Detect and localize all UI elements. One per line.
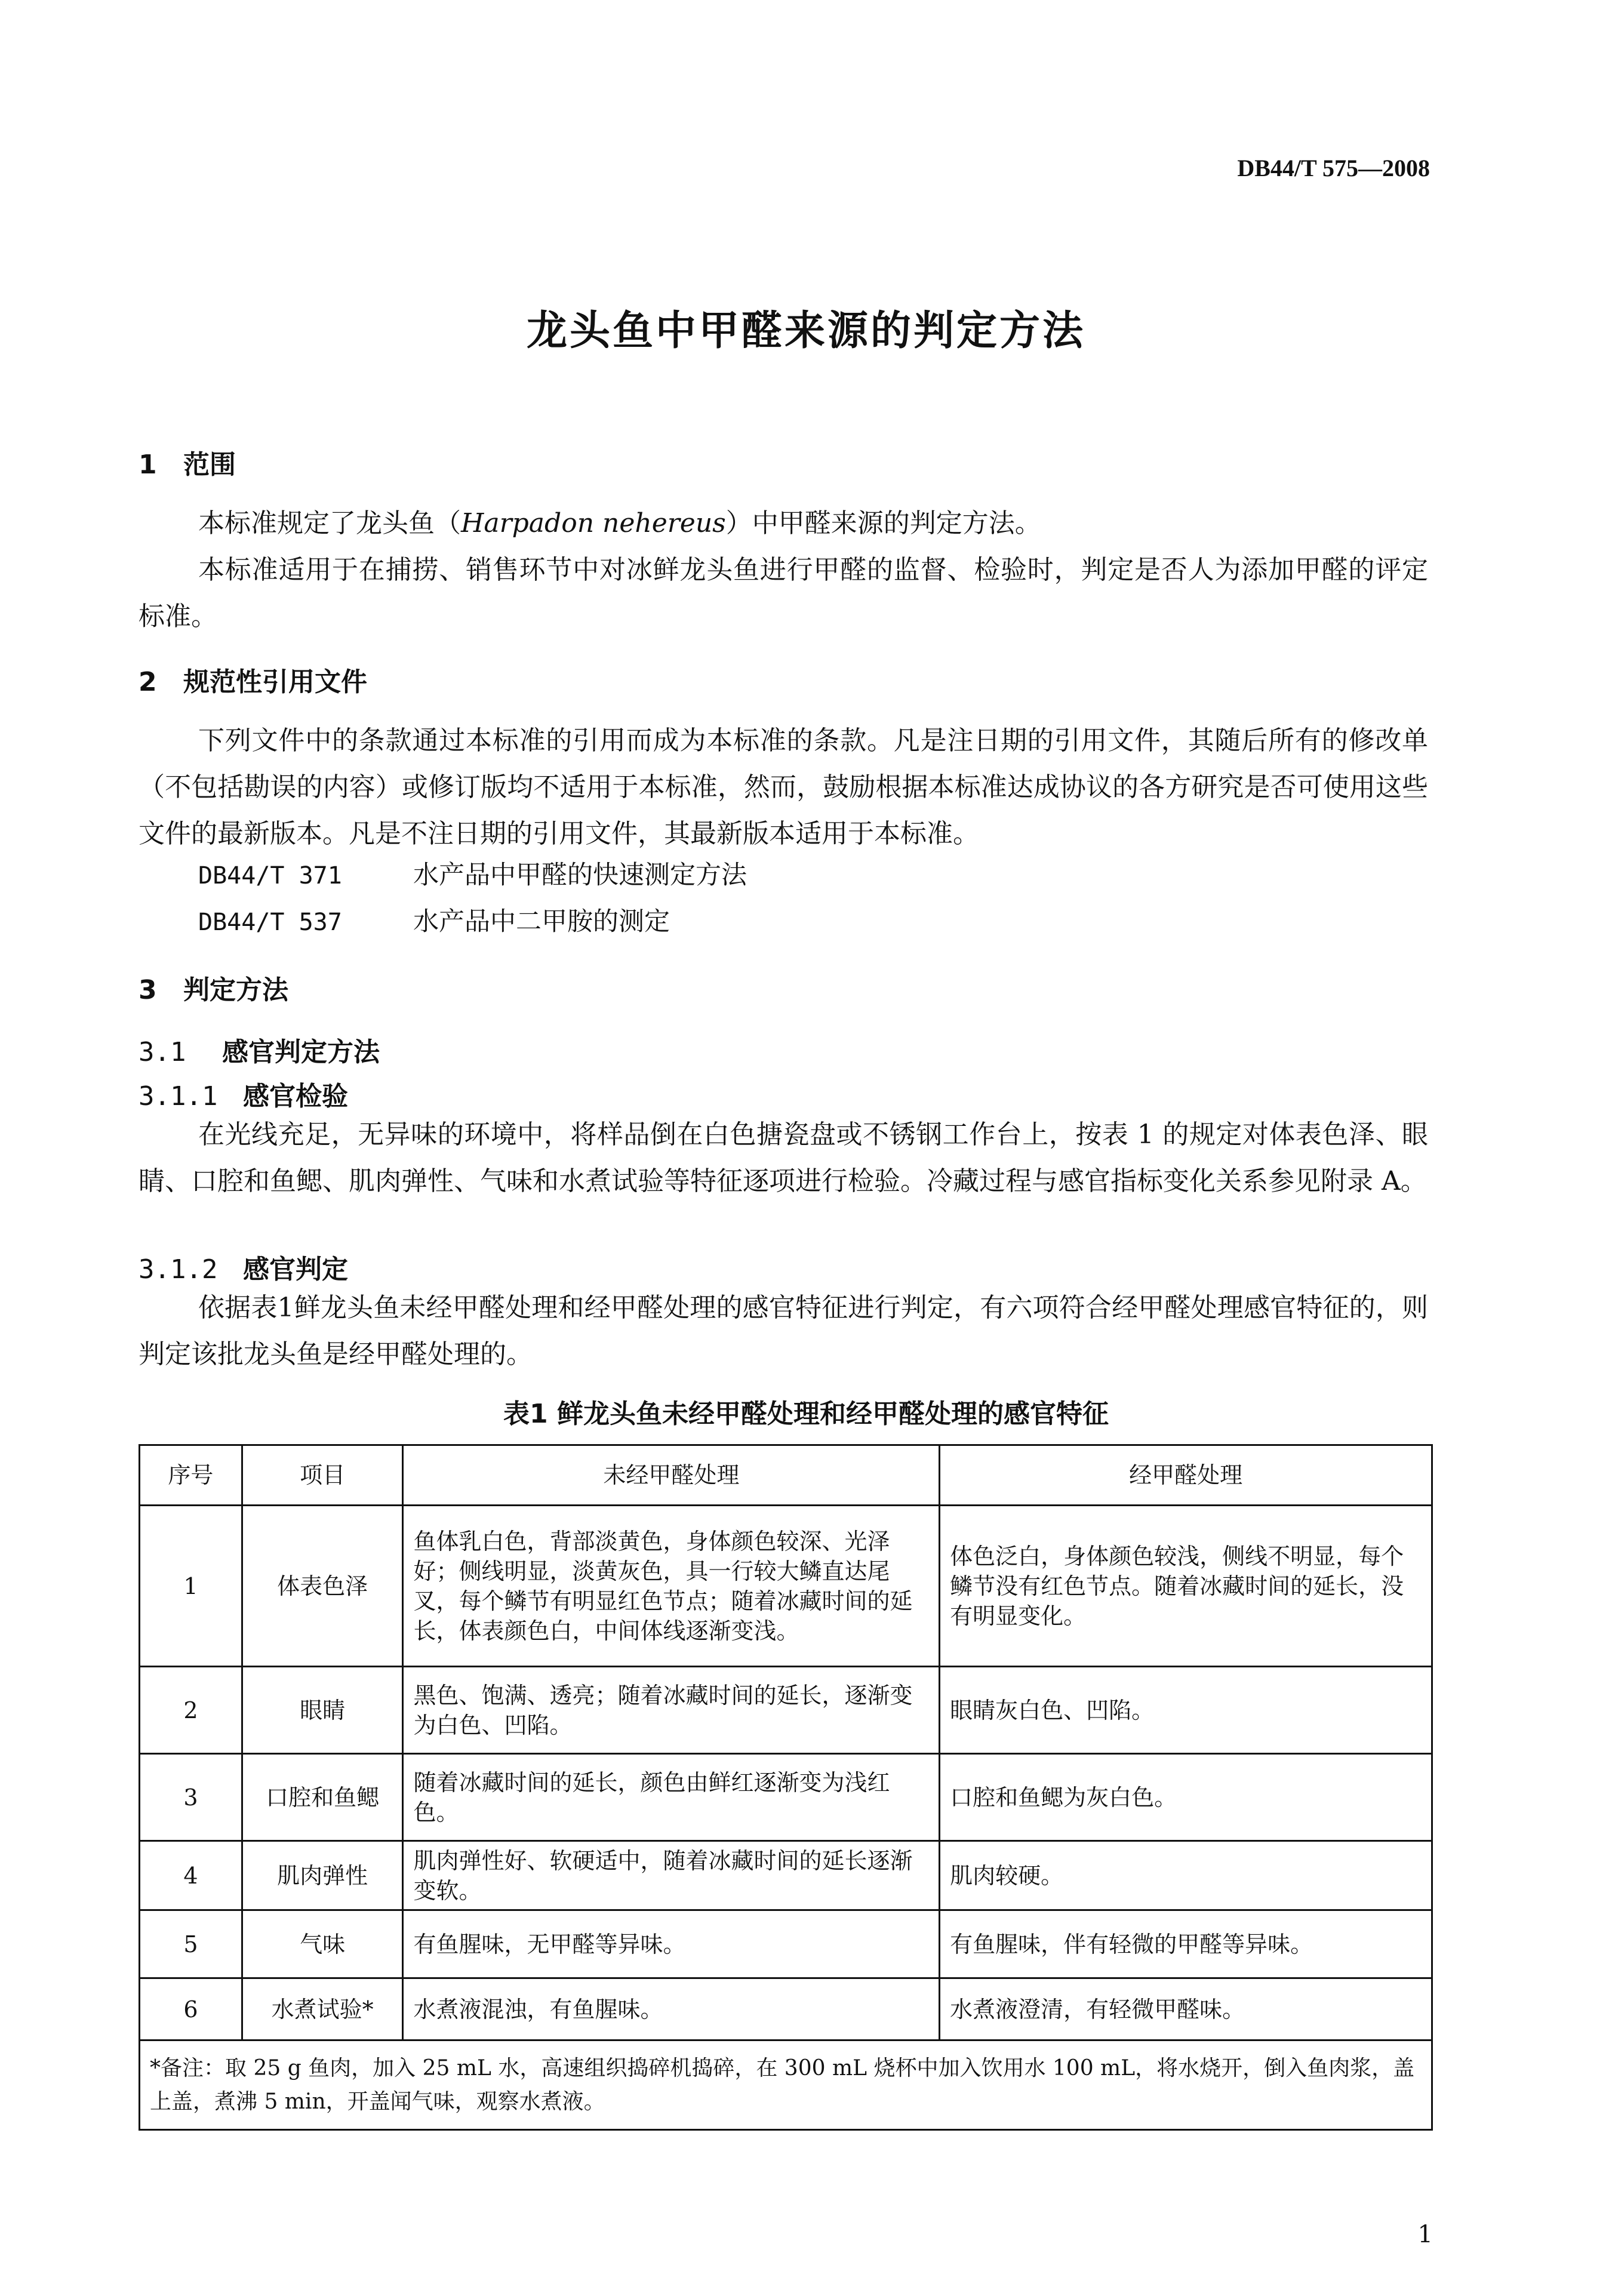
cell-item: 眼睛 <box>242 1667 403 1754</box>
section-title: 感官判定 <box>243 1254 348 1285</box>
cell-no: 4 <box>140 1841 242 1910</box>
section-3-1-heading <box>139 1030 380 1069</box>
cell-untreated: 黑色、饱满、透亮；随着冰藏时间的延长，逐渐变为白色、凹陷。 <box>403 1667 940 1754</box>
col-header-untreated: 未经甲醛处理 <box>403 1445 940 1506</box>
section-3-1-1-heading <box>139 1075 348 1113</box>
references-paragraph: 下列文件中的条款通过本标准的引用而成为本标准的条款。凡是注日期的引用文件，其随后所有的修改单（不包括勘误的内容）或修订版均不适用于本标准，然而，鼓励根据本标准达成协议的各方研究是否可使用这些文件的最新版本。凡是不注日期的引用文件，其最新版本适用于本标准。 <box>139 725 1428 849</box>
table-row <box>140 1754 1432 1841</box>
table-header-row <box>140 1445 1432 1506</box>
cell-no: 5 <box>140 1910 242 1978</box>
section-number: 3 <box>139 975 157 1005</box>
section-number: 2 <box>139 667 157 697</box>
col-header-treated: 经甲醛处理 <box>940 1445 1432 1506</box>
cell-no: 6 <box>140 1978 242 2040</box>
species-latin-name: Harpadon nehereus <box>461 508 726 538</box>
section-3-heading <box>139 968 288 1007</box>
cell-untreated: 鱼体乳白色，背部淡黄色，身体颜色较深、光泽好；侧线明显，淡黄灰色，具一行较大鳞直达尾叉，每个鳞节有明显红色节点；随着冰藏时间的延长，体表颜色白，中间体线逐渐变浅。 <box>403 1506 940 1667</box>
cell-treated: 口腔和鱼鳃为灰白色。 <box>940 1754 1432 1841</box>
cell-untreated: 有鱼腥味，无甲醛等异味。 <box>403 1910 940 1978</box>
scope-paragraph-2: 本标准适用于在捕捞、销售环节中对冰鲜龙头鱼进行甲醛的监督、检验时，判定是否人为添加甲醛的评定标准。 <box>139 555 1428 632</box>
table-row <box>140 1506 1432 1667</box>
section-3-1-2-heading <box>139 1248 348 1286</box>
cell-treated: 肌肉较硬。 <box>940 1841 1432 1910</box>
section-title: 感官检验 <box>243 1081 348 1112</box>
section-number: 3.1.1 <box>139 1081 218 1112</box>
section-title: 判定方法 <box>183 975 288 1005</box>
table-row <box>140 1667 1432 1754</box>
sensory-judgement-paragraph: 依据表1鲜龙头鱼未经甲醛处理和经甲醛处理的感官特征进行判定，有六项符合经甲醛处理感官特征的，则判定该批龙头鱼是经甲醛处理的。 <box>139 1292 1428 1369</box>
section-1-heading <box>139 443 236 481</box>
cell-treated: 水煮液澄清，有轻微甲醛味。 <box>940 1978 1432 2040</box>
section-number: 1 <box>139 450 157 480</box>
cell-no: 3 <box>140 1754 242 1841</box>
scope-paragraph-1: 本标准规定了龙头鱼（Harpadon nehereus）中甲醛来源的判定方法。 <box>198 508 1041 538</box>
reference-code: DB44/T 371 <box>198 862 342 890</box>
reference-title: 水产品中甲醛的快速测定方法 <box>413 860 747 890</box>
section-number: 3.1.2 <box>139 1254 218 1285</box>
sensory-table <box>139 1444 1433 2131</box>
cell-item: 水煮试验* <box>242 1978 403 2040</box>
page-title: 龙头鱼中甲醛来源的判定方法 <box>526 307 1085 355</box>
reference-title: 水产品中二甲胺的测定 <box>413 907 670 937</box>
section-title: 范围 <box>183 450 236 480</box>
cell-treated: 体色泛白，身体颜色较浅，侧线不明显，每个鳞节没有红色节点。随着冰藏时间的延长，没有明显变化。 <box>940 1506 1432 1667</box>
section-title: 规范性引用文件 <box>183 667 367 697</box>
col-header-no: 序号 <box>140 1445 242 1506</box>
table-row <box>140 1978 1432 2040</box>
page-number: 1 <box>1417 2221 1433 2248</box>
section-2-heading <box>139 660 367 698</box>
cell-item: 口腔和鱼鳃 <box>242 1754 403 1841</box>
section-number: 3.1 <box>139 1037 186 1067</box>
col-header-item: 项目 <box>242 1445 403 1506</box>
reference-item <box>198 901 670 938</box>
reference-item <box>198 855 747 891</box>
cell-untreated: 水煮液混浊，有鱼腥味。 <box>403 1978 940 2040</box>
cell-treated: 有鱼腥味，伴有轻微的甲醛等异味。 <box>940 1910 1432 1978</box>
section-title: 感官判定方法 <box>222 1037 380 1067</box>
table-row <box>140 1841 1432 1910</box>
reference-code: DB44/T 537 <box>198 909 342 936</box>
cell-no: 1 <box>140 1506 242 1667</box>
cell-untreated: 随着冰藏时间的延长，颜色由鲜红逐渐变为浅红色。 <box>403 1754 940 1841</box>
cell-item: 肌肉弹性 <box>242 1841 403 1910</box>
table-note: *备注：取 25 g 鱼肉，加入 25 mL 水，高速组织捣碎机捣碎，在 300 mL 烧杯中加入饮用水 100 mL，将水烧开，倒入鱼肉浆，盖上盖，煮沸 5 min，开盖闻气味，观察水煮液。 <box>140 2040 1432 2130</box>
table-note-row <box>140 2040 1432 2130</box>
cell-item: 气味 <box>242 1910 403 1978</box>
cell-no: 2 <box>140 1667 242 1754</box>
table-row <box>140 1910 1432 1978</box>
table-caption: 表1 鲜龙头鱼未经甲醛处理和经甲醛处理的感官特征 <box>503 1399 1109 1429</box>
cell-treated: 眼睛灰白色、凹陷。 <box>940 1667 1432 1754</box>
cell-item: 体表色泽 <box>242 1506 403 1667</box>
document-code: DB44/T 575—2008 <box>1237 155 1430 181</box>
cell-untreated: 肌肉弹性好、软硬适中，随着冰藏时间的延长逐渐变软。 <box>403 1841 940 1910</box>
sensory-inspection-paragraph: 在光线充足，无异味的环境中，将样品倒在白色搪瓷盘或不锈钢工作台上，按表 1 的规定对体表色泽、眼睛、口腔和鱼鳃、肌肉弹性、气味和水煮试验等特征逐项进行检验。冷藏过程与感官指标变化关系参见附录 A。 <box>139 1119 1428 1196</box>
